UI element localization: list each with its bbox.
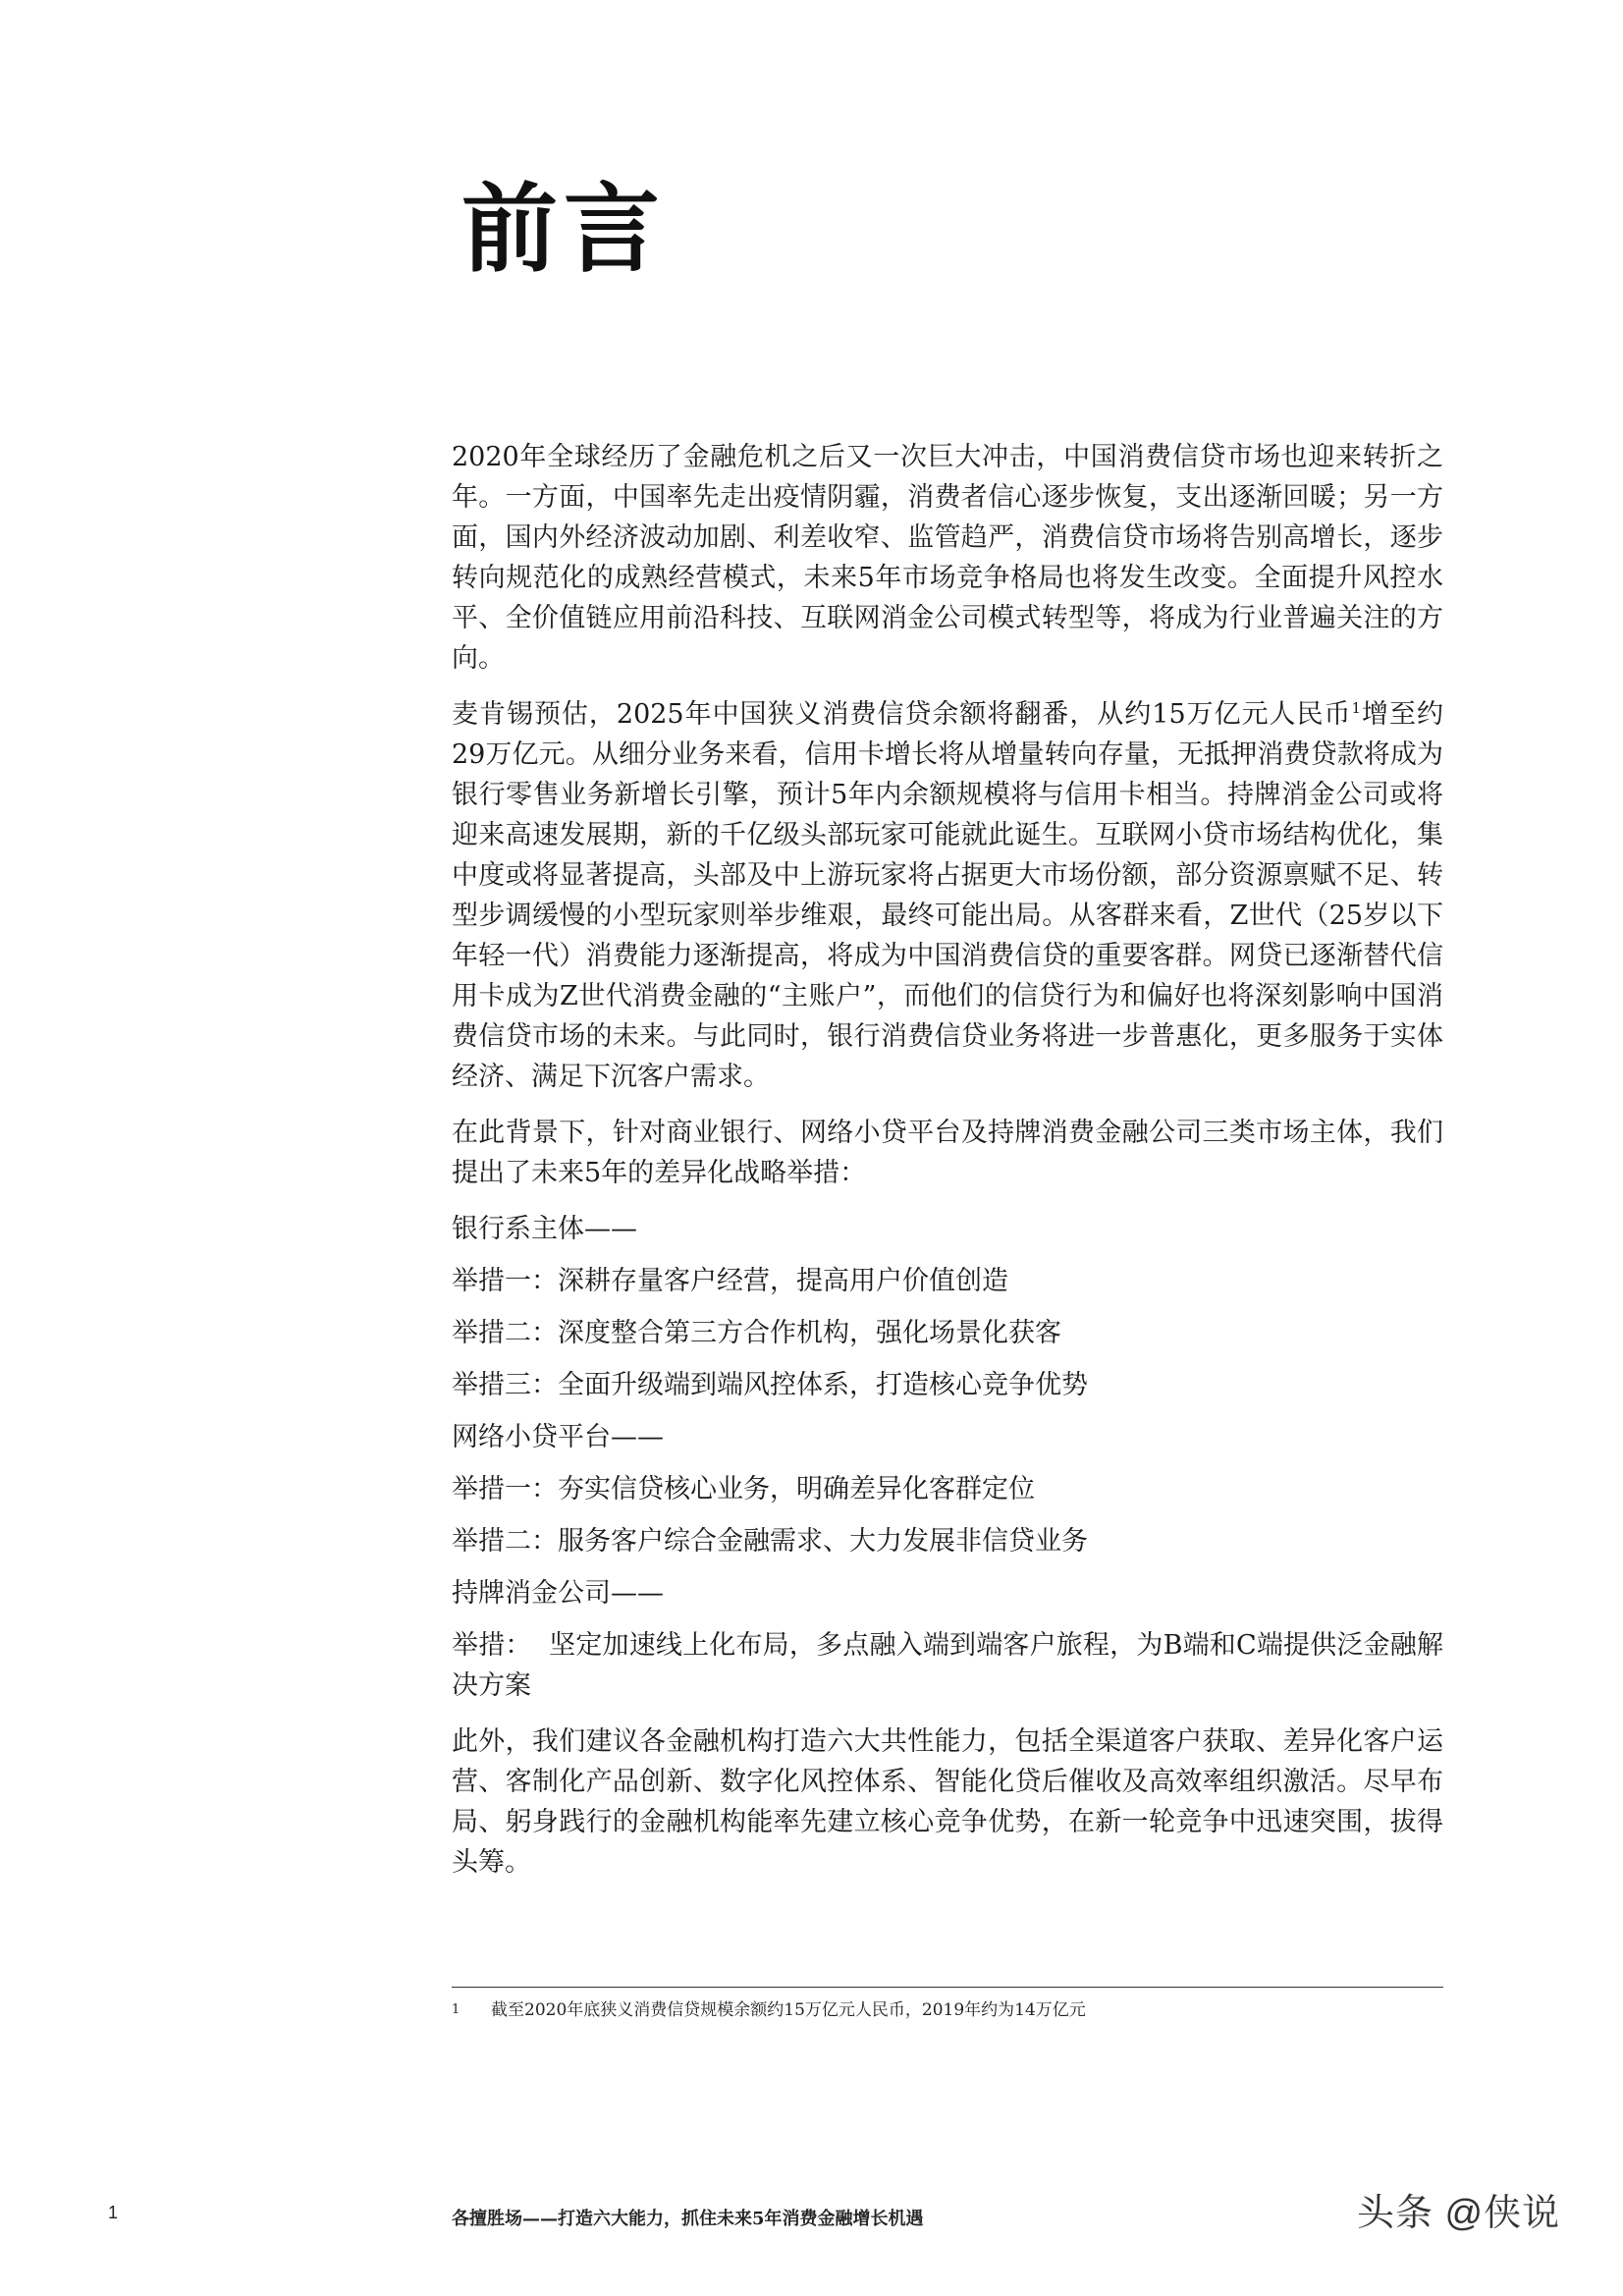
consumer-finance-measure: 举措： 坚定加速线上化布局，多点融入端到端客户旅程，为B端和C端提供泛金融解决方案 — [452, 1630, 1443, 1701]
footnote-reference: 1 — [1351, 699, 1362, 717]
section-heading-microloan: 网络小贷平台—— — [452, 1422, 664, 1452]
intro-paragraph: 2020年全球经历了金融危机之后又一次巨大冲击，中国消费信贷市场也迎来转折之年。一方面，中国率先走出疫情阴霾，消费者信心逐步恢复，支出逐渐回暖；另一方面，国内外经济波动加剧、利差收窄、监管趋严，消费信贷市场将告别高增长，逐步转向规范化的成熟经营模式，未来5年市场竞争格局也将发生改变。全面提升风控水平、全价值链应用前沿科技、互联网消金公司模式转型等，将成为行业普遍关注的方向。 — [452, 442, 1443, 674]
forecast-text-after: 增至约29万亿元。从细分业务来看，信用卡增长将从增量转向存量，无抵押消费贷款将成为银行零售业务新增长引擎，预计5年内余额规模将与信用卡相当。持牌消金公司或将迎来高速发展期，新的千亿级头部玩家可能就此诞生。互联网小贷市场结构优化，集中度或将显著提高，头部及中上游玩家将占据更大市场份额，部分资源禀赋不足、转型步调缓慢的小型玩家则举步维艰，最终可能出局。从客群来看，Z世代（25岁以下年轻一代）消费能力逐渐提高，将成为中国消费信贷的重要客群。网贷已逐渐替代信用卡成为Z世代消费金融的“主账户”，而他们的信贷行为和偏好也将深刻影响中国消费信贷市场的未来。与此同时，银行消费信贷业务将进一步普惠化，更多服务于实体经济、满足下沉客户需求。 — [452, 699, 1443, 1092]
footnote-divider — [452, 1987, 1443, 1988]
page-number: 1 — [108, 2203, 119, 2222]
bank-measure-2: 举措二：深度整合第三方合作机构，强化场景化获客 — [452, 1318, 1061, 1348]
watermark: 头条 @侠说 — [1357, 2193, 1561, 2234]
body-text — [452, 437, 1443, 1898]
footnote-text: 截至2020年底狭义消费信贷规模余额约15万亿元人民币，2019年约为14万亿元 — [491, 2000, 1086, 2020]
strategy-intro-paragraph: 在此背景下，针对商业银行、网络小贷平台及持牌消费金融公司三类市场主体，我们提出了未来5年的差异化战略举措： — [452, 1118, 1443, 1188]
microloan-measure-2: 举措二：服务客户综合金融需求、大力发展非信贷业务 — [452, 1526, 1088, 1557]
footnote-number: 1 — [452, 2002, 460, 2017]
section-heading-consumer-finance: 持牌消金公司—— — [452, 1578, 664, 1609]
running-footer-title: 各擅胜场——打造六大能力，抓住未来5年消费金融增长机遇 — [452, 2209, 924, 2229]
bank-measure-3: 举措三：全面升级端到端风控体系，打造核心竞争优势 — [452, 1370, 1088, 1400]
footnote — [452, 1998, 1086, 2022]
section-heading-bank: 银行系主体—— — [452, 1214, 637, 1244]
bank-measure-1: 举措一：深耕存量客户经营，提高用户价值创造 — [452, 1266, 1008, 1296]
microloan-measure-1: 举措一：夯实信贷核心业务，明确差异化客群定位 — [452, 1474, 1035, 1504]
forecast-paragraph — [452, 694, 1443, 1097]
forecast-text-before: 麦肯锡预估，2025年中国狭义消费信贷余额将翻番，从约15万亿元人民币 — [452, 699, 1352, 730]
closing-paragraph: 此外，我们建议各金融机构打造六大共性能力，包括全渠道客户获取、差异化客户运营、客制化产品创新、数字化风控体系、智能化贷后催收及高效率组织激活。尽早布局、躬身践行的金融机构能率先建立核心竞争优势，在新一轮竞争中迅速突围，拔得头筹。 — [452, 1726, 1443, 1878]
page-title: 前言 — [461, 173, 667, 286]
